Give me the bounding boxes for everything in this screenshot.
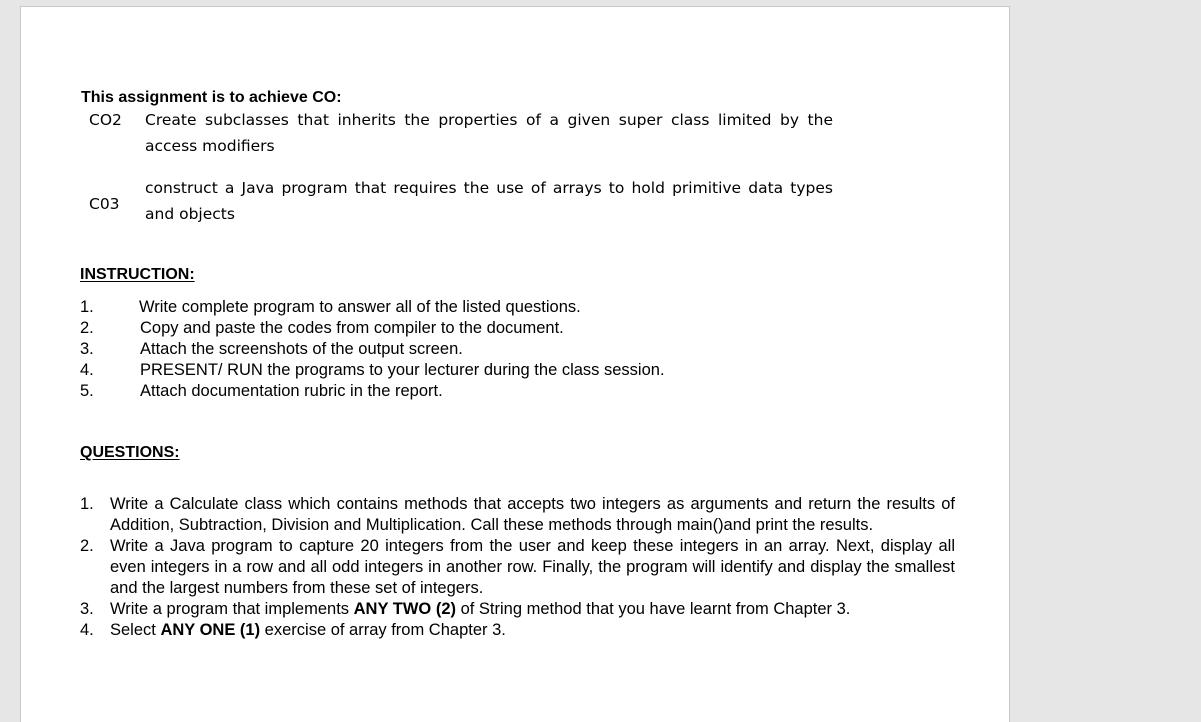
question-emphasis: ANY TWO (2) [353, 600, 456, 618]
co-heading: This assignment is to achieve CO: [81, 89, 342, 106]
question-text: Write a Calculate class which contains methods that accepts two integers as arguments and return the results of Addition, Subtraction, Division and Multiplication. Call these methods through main()and print the results. [110, 495, 955, 534]
question-text-part: Select [110, 621, 161, 639]
question-item [80, 494, 955, 536]
questions-heading: QUESTIONS: [80, 444, 180, 461]
question-text: Write a Java program to capture 20 integers from the user and keep these integers in an array. Next, display all even integers in a row and all odd integers in another row. Finally, the program will identify and display the smallest and the largest numbers from these set of integers. [110, 537, 955, 597]
instruction-number: 2. [80, 319, 94, 337]
question-number: 4. [80, 621, 94, 639]
question-number: 2. [80, 537, 94, 555]
instruction-text: Write complete program to answer all of the listed questions. [139, 298, 581, 316]
instruction-number: 3. [80, 340, 94, 358]
instruction-text: Attach the screenshots of the output screen. [140, 340, 463, 358]
instruction-number: 1. [80, 298, 94, 316]
instruction-heading: INSTRUCTION: [80, 266, 195, 283]
co-description: Create subclasses that inherits the properties of a given super class limited by the access modifiers [145, 111, 833, 155]
question-text [110, 599, 955, 620]
question-text-part: exercise of array from Chapter 3. [260, 621, 506, 639]
question-text [110, 620, 955, 641]
co-code: CO2 [89, 111, 122, 129]
question-item [80, 536, 955, 599]
instruction-number: 4. [80, 361, 94, 379]
instruction-text: Copy and paste the codes from compiler to the document. [140, 319, 564, 337]
instruction-text: Attach documentation rubric in the report. [140, 382, 443, 400]
question-text-part: of String method that you have learnt from Chapter 3. [456, 600, 851, 618]
question-item [80, 620, 955, 641]
question-emphasis: ANY ONE (1) [160, 621, 261, 639]
question-item [80, 599, 955, 620]
questions-list [80, 494, 955, 641]
question-text-part: Write a program that implements [110, 600, 354, 618]
document-page [20, 6, 1010, 722]
question-number: 3. [80, 600, 94, 618]
question-number: 1. [80, 495, 94, 513]
instruction-number: 5. [80, 382, 94, 400]
instruction-text: PRESENT/ RUN the programs to your lecturer during the class session. [140, 361, 665, 379]
co-code: C03 [89, 195, 120, 213]
co-description: construct a Java program that requires the use of arrays to hold primitive data types and objects [145, 179, 833, 223]
